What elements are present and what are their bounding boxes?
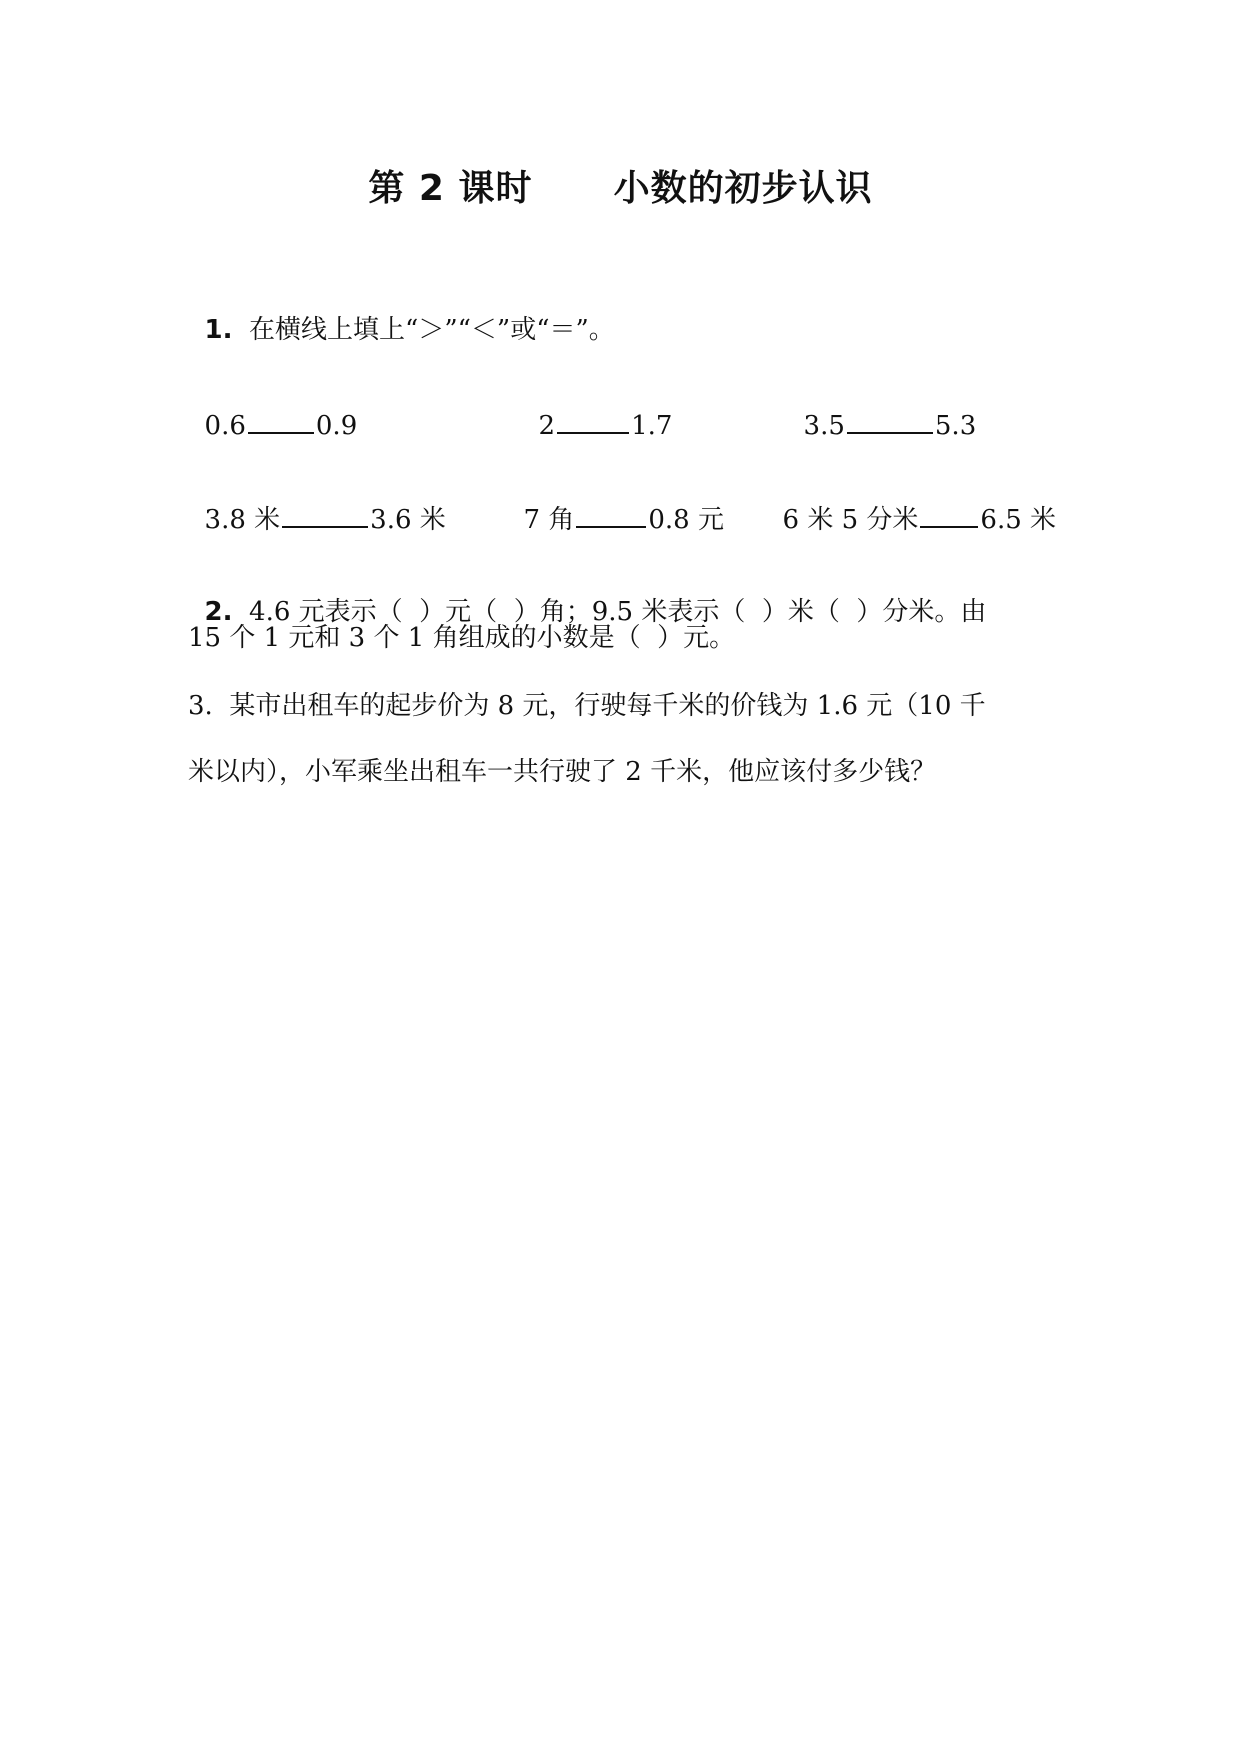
answer-blank[interactable] [920,498,978,528]
question-1-text: 在横线上填上“＞”“＜”或“＝”。 [249,315,615,345]
compare-right: 0.9 [315,411,358,441]
compare-left: 2 [538,411,556,441]
compare-item [188,458,446,540]
compare-left: 0.6 [204,411,246,441]
answer-blank[interactable] [248,404,314,434]
answer-blank[interactable] [847,404,933,434]
question-1-prompt [188,270,615,350]
compare-right: 6.5 米 [980,505,1057,535]
compare-right: 5.3 [934,411,977,441]
answer-blank[interactable] [282,498,368,528]
compare-item [766,458,1056,540]
question-1-number: 1. [204,315,233,345]
compare-item [507,458,724,540]
question-2-text-1: 4.6 元表示（ ）元（ ）角；9.5 米表示（ ）米（ ）分米。由 [249,597,987,627]
compare-left: 6 米 5 分米 [782,505,919,535]
compare-item [522,364,672,446]
answer-blank[interactable] [557,404,629,434]
answer-blank[interactable] [576,498,646,528]
compare-right: 1.7 [631,411,673,441]
page-title: 第 2 课时 小数的初步认识 [368,168,873,209]
compare-left: 7 角 [523,505,575,535]
question-2-line-2: 15 个 1 元和 3 个 1 角组成的小数是（ ）元。 [188,623,736,653]
compare-right: 0.8 元 [648,505,724,535]
compare-item [188,364,357,446]
question-3-line-1: 3. 某市出租车的起步价为 8 元，行驶每千米的价钱为 1.6 元（10 千 [188,691,986,721]
compare-right: 3.6 米 [370,505,446,535]
compare-left: 3.5 [803,411,845,441]
question-2-number: 2. [204,597,233,627]
compare-left: 3.8 米 [204,505,281,535]
question-3-line-2: 米以内），小军乘坐出租车一共行驶了 2 千米，他应该付多少钱？ [188,757,937,787]
compare-item [787,364,976,446]
